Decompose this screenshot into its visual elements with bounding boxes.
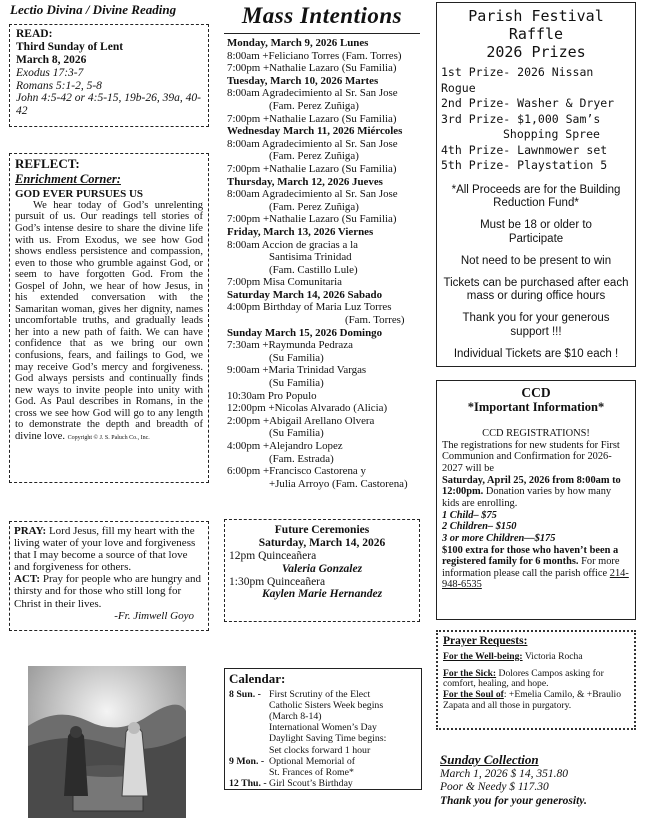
mass-intention-line: (Su Familia): [269, 427, 324, 440]
collection-line-2: Poor & Needy $ 117.30: [440, 781, 549, 794]
ceremony-2-name: Kaylen Marie Hernandez: [261, 588, 383, 601]
prayer-requests-box: [436, 630, 636, 730]
raffle-thanks: Thank you for your generous support !!!: [462, 312, 610, 338]
mass-intention-line: +Julia Arroyo (Fam. Castorena): [269, 477, 408, 490]
sunday-collection: [440, 752, 640, 809]
read-sunday: Third Sunday of Lent: [16, 40, 124, 53]
prayer-wellbeing: For the Well-being: Victoria Rocha: [443, 650, 583, 662]
mass-intention-line: 7:30am +Raymunda Pedraza: [227, 339, 353, 352]
mass-intention-line: 4:00pm +Alejandro Lopez: [227, 440, 343, 452]
prize-list: [441, 65, 631, 174]
read-date: March 8, 2026: [16, 53, 87, 66]
collection-line-1: March 1, 2026 $ 14, 351.80: [440, 767, 568, 780]
mass-day-heading: Sunday March 15, 2026 Domingo: [227, 326, 383, 339]
future-ceremonies-box: [224, 519, 420, 622]
mass-intention-line: Santisima Trinidad: [269, 251, 352, 264]
raffle-title-2: 2026 Prizes: [486, 43, 586, 61]
collection-title: Sunday Collection: [440, 752, 539, 767]
ccd-reg-date-line: Saturday, April 25, 2026 from 8:00am to 12:00pm. Donation varies by how many kids are enrolling.: [442, 474, 621, 509]
reflect-body: We hear today of God’s unrelenting pursuit of us. Our readings tell stories of God’s intense desire to share the divine life with us. From Exodus, we see how God shows endless persistence and compassion, even to those who grumble against God, or seem to have forgotten God. From the Gospel of John, we hear of how Jesus, in his extended conversation with the Samaritan woman, gives her dignity, names uncomfortable truths, and gradually leads her into a new path of faith. We can have confidence that as we bring our own confusions, fears, and failings to God, we may receive God’s mercy and forgiveness. God always persists and continually finds new ways to invite people into unity with God. As Paul describes in Romans, in the cross we see how God will go to any length to demonstrate the depth and breadth of divine love. Copyright © J. S. Paluch Co., Inc.: [15, 199, 203, 442]
prize-1: 1st Prize- 2026 Nissan Rogue: [441, 65, 594, 95]
mass-intention-line: 6:00pm +Francisco Castorena y: [227, 465, 366, 478]
reading-1: Exodus 17:3-7: [16, 66, 84, 79]
collection-thanks: Thank you for your generosity.: [440, 795, 587, 808]
mass-intention-line: 7:00pm +Nathalie Lazaro (Su Familia): [227, 213, 397, 226]
mass-day-heading: Tuesday, March 10, 2026 Martes: [227, 74, 379, 87]
mass-day-heading: Monday, March 9, 2026 Lunes: [227, 37, 369, 49]
calendar-item: [229, 711, 417, 722]
calendar-event: Optional Memorial of: [269, 755, 355, 767]
woman-at-well-image: [28, 666, 186, 818]
ccd-phone[interactable]: 214-948-6535: [442, 567, 629, 591]
act-text: ACT: Pray for people who are hungry and thirsty and for those who still long for Christ in their lives.: [14, 573, 202, 610]
calendar-list: [229, 689, 417, 790]
mass-intention-line: 7:00pm Misa Comunitaria: [227, 276, 342, 289]
calendar-event: International Women’s Day: [269, 722, 377, 734]
ceremony-2-time: 1:30pm Quinceañera: [229, 575, 326, 588]
copyright: Copyright © J. S. Paluch Co., Inc.: [67, 434, 150, 441]
raffle-age: Must be 18 or older to Participate: [480, 219, 592, 245]
mass-intention-line: (Su Familia): [269, 377, 324, 390]
pray-box: [9, 521, 209, 631]
calendar-day: 8 Sun. -: [229, 688, 261, 700]
mass-title-divider: [224, 33, 420, 34]
mass-intention-line: 7:00pm +Nathalie Lazaro (Su Familia): [227, 162, 397, 175]
calendar-day: [229, 745, 269, 756]
calendar-day: [229, 722, 269, 733]
calendar-day: [229, 767, 269, 778]
pray-author: -Fr. Jimwell Goyo: [114, 609, 194, 622]
calendar-day: 9 Mon. -: [229, 755, 265, 767]
calendar-day: [229, 733, 269, 744]
ccd-price-2: 2 Children– $150: [442, 521, 517, 533]
raffle-proceeds: *All Proceeds are for the Building Reduction Fund*: [451, 183, 621, 210]
mass-day-heading: Friday, March 13, 2026 Viernes: [227, 225, 374, 238]
calendar-item: [229, 778, 417, 789]
calendar-item: [229, 722, 417, 733]
mass-intention-line: (Fam. Perez Zuñiga): [269, 150, 359, 163]
ceremony-1-name: Valeria Gonzalez: [281, 562, 363, 575]
ceremony-1-time: 12pm Quinceañera: [229, 549, 317, 562]
prize-5: 5th Prize- Playstation 5: [441, 158, 608, 173]
ccd-price-3: 3 or more Children—$175: [442, 532, 556, 544]
mass-intention-line: 8:00am Agradecimiento al Sr. San Jose: [227, 87, 398, 100]
mass-intention-line: (Su Familia): [269, 351, 324, 364]
raffle-title-1: Parish Festival Raffle: [468, 7, 604, 43]
ccd-subtitle: *Important Information*: [467, 400, 605, 415]
reading-2: Romans 5:1-2, 5-8: [16, 79, 102, 92]
mass-day-heading: Thursday, March 12, 2026 Jueves: [227, 175, 383, 188]
raffle-tickets: Tickets can be purchased after each mass or during office hours: [443, 276, 629, 303]
raffle-box: [436, 2, 636, 367]
future-title: Future Ceremonies: [274, 524, 370, 536]
mass-intention-line: 12:00pm +Nicolas Alvarado (Alicia): [227, 402, 388, 415]
mass-intention-line: 4:00pm Birthday of Maria Luz Torres: [227, 301, 392, 314]
mass-intention-line: (Fam. Estrada): [269, 452, 334, 465]
prize-3-cont: Shopping Spree: [503, 127, 600, 142]
read-box: [9, 24, 209, 127]
raffle-info: [441, 184, 631, 362]
mass-intention-line: 10:30am Pro Populo: [227, 389, 317, 402]
calendar-day: 12 Thu. -: [229, 778, 267, 790]
calendar-day: [229, 700, 269, 711]
prayer-title: Prayer Requests:: [443, 635, 528, 647]
calendar-event: Girl Scout’s Birthday: [269, 778, 353, 790]
mass-intention-line: (Fam. Perez Zuñiga): [269, 200, 359, 213]
raffle-present: Not need to be present to win: [460, 254, 612, 267]
calendar-item: [229, 745, 417, 756]
calendar-day: [229, 711, 269, 722]
gospel-reading: John 4:5-42 or 4:5-15, 19b-26, 39a, 40-42: [16, 92, 201, 118]
mass-intention-line: (Fam. Castillo Lule): [269, 263, 358, 276]
calendar-box: [224, 668, 422, 790]
ccd-extra-line: $100 extra for those who haven’t been a registered family for 6 months. For more information please call the parish office 214-948-6535: [442, 544, 629, 591]
mass-day-heading: Saturday March 14, 2026 Sabado: [227, 288, 383, 301]
mass-intention-line: 2:00pm +Abigail Arellano Olvera: [227, 414, 375, 427]
reflect-box: [9, 153, 209, 483]
calendar-item: [229, 689, 417, 700]
reflect-heading: REFLECT:: [15, 156, 80, 171]
ccd-box: [436, 380, 636, 620]
ccd-reg-title: CCD REGISTRATIONS!: [482, 428, 590, 440]
calendar-event: Daylight Saving Time begins:: [269, 733, 387, 745]
pray-text: PRAY: Lord Jesus, fill my heart with the living water of your love and forgiveness that I may become a source of that love and forgiveness for others.: [14, 525, 196, 574]
calendar-event: St. Frances of Rome*: [269, 766, 354, 778]
raffle-price: Individual Tickets are $10 each !: [453, 347, 619, 360]
mass-intention-line: (Fam. Perez Zuñiga): [269, 99, 359, 112]
prayer-soul: For the Soul of: +Emelia Camilo, & +Braulio Zapata and all those in purgatory.: [443, 689, 621, 711]
mass-intention-line: 9:00am +Maria Trinidad Vargas: [227, 364, 367, 377]
calendar-event: Set clocks forward 1 hour: [269, 744, 371, 756]
future-date: Saturday, March 14, 2026: [258, 536, 386, 549]
prayer-sick: For the Sick: Dolores Campos asking for comfort, healing, and hope.: [443, 667, 604, 690]
mass-intention-line: 8:00am Agradecimiento al Sr. San Jose: [227, 137, 398, 150]
mass-intention-line: 8:00am Accion de gracias a la: [227, 238, 358, 251]
calendar-event: First Scrutiny of the Elect: [269, 688, 371, 700]
mass-intention-line: (Fam. Torres): [345, 314, 405, 327]
lectio-title: Lectio Divina / Divine Reading: [10, 2, 177, 17]
mass-intention-line: 8:00am Agradecimiento al Sr. San Jose: [227, 188, 398, 201]
calendar-item: [229, 700, 417, 711]
enrichment-corner: Enrichment Corner:: [15, 171, 121, 186]
calendar-item: [229, 767, 417, 778]
reflect-subtitle: GOD EVER PURSUES US: [15, 187, 144, 200]
mass-intention-line: 7:00pm +Nathalie Lazaro (Su Familia): [227, 112, 397, 125]
mass-title: Mass Intentions: [241, 3, 403, 28]
prize-2: 2nd Prize- Washer & Dryer: [441, 96, 615, 111]
ccd-price-1: 1 Child– $75: [442, 509, 497, 521]
mass-intention-line: 7:00pm +Nathalie Lazaro (Su Familia): [227, 62, 397, 75]
mass-intention-line: 8:00am +Feliciano Torres (Fam. Torres): [227, 49, 402, 62]
ccd-reg-text: The registrations for new students for First Communion and Confirmation for 2026-2027 will be: [442, 439, 620, 475]
read-heading: READ:: [16, 28, 53, 40]
prize-3: 3rd Prize- $1,000 Sam’s: [441, 111, 601, 126]
ccd-title: CCD: [521, 385, 551, 400]
calendar-event: Catholic Sisters Week begins: [269, 699, 384, 711]
calendar-title: Calendar:: [229, 671, 286, 686]
calendar-item: [229, 733, 417, 744]
mass-day-heading: Wednesday March 11, 2026 Miércoles: [227, 125, 403, 138]
calendar-item: [229, 756, 417, 767]
mass-list: [227, 37, 427, 490]
prize-4: 4th Prize- Lawnmower set: [441, 142, 608, 157]
calendar-event: (March 8-14): [269, 710, 322, 722]
